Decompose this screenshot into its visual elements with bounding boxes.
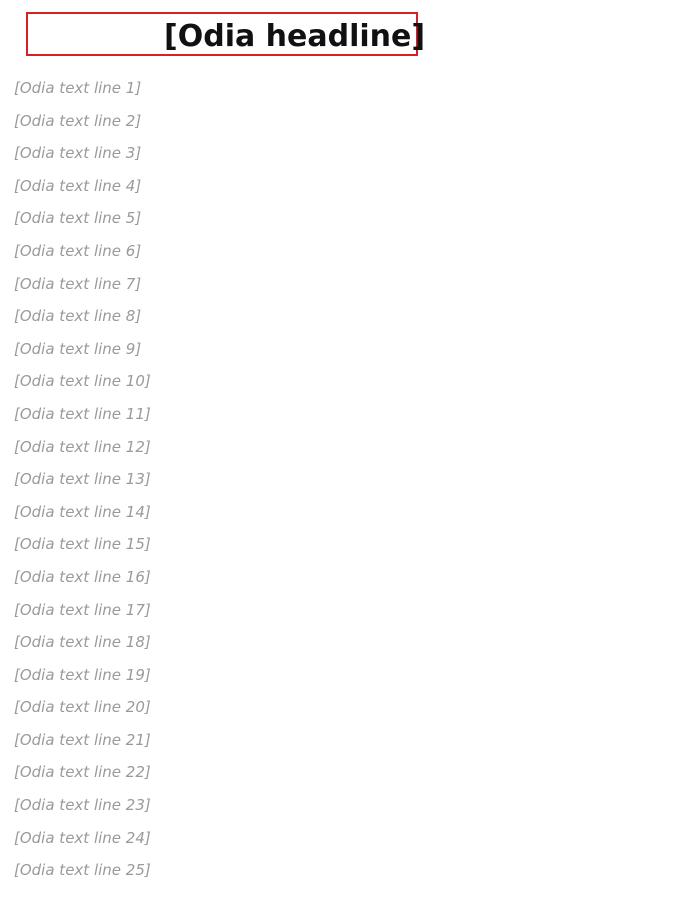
- text-line: [Odia text line 12]: [14, 437, 151, 456]
- text-line: [Odia text line 1]: [14, 79, 142, 97]
- text-line: [Odia text line 8]: [14, 307, 142, 326]
- text-line: [Odia text line 9]: [14, 339, 142, 358]
- text-line: [Odia text line 10]: [14, 372, 151, 391]
- text-line: [Odia text line 23]: [14, 796, 151, 815]
- text-line: [Odia text line 20]: [14, 698, 151, 717]
- text-line: [Odia text line 4]: [14, 176, 142, 195]
- text-line: [Odia text line 18]: [14, 633, 151, 652]
- article-body: [14, 72, 672, 887]
- text-line: [Odia text line 5]: [14, 209, 142, 228]
- text-line: [Odia text line 17]: [14, 600, 151, 619]
- text-line: [Odia text line 15]: [14, 535, 151, 554]
- headline-area: [14, 0, 672, 72]
- text-line: [Odia text line 13]: [14, 470, 151, 489]
- text-line: [Odia text line 2]: [14, 111, 142, 130]
- text-line: [Odia text line 22]: [14, 763, 151, 782]
- text-line: [Odia text line 11]: [14, 404, 151, 423]
- text-line: [Odia text line 16]: [14, 567, 151, 586]
- text-line: [Odia text line 14]: [14, 502, 151, 521]
- text-line: [Odia text line 19]: [14, 665, 151, 684]
- text-line: [Odia text line 7]: [14, 274, 142, 293]
- text-line: [Odia text line 3]: [14, 144, 142, 163]
- text-line: [Odia text line 24]: [14, 828, 151, 847]
- text-line: [Odia text line 25]: [14, 861, 151, 880]
- text-line: [Odia text line 21]: [14, 730, 151, 749]
- headline: [Odia headline]: [164, 19, 426, 54]
- text-line: [Odia text line 6]: [14, 241, 142, 260]
